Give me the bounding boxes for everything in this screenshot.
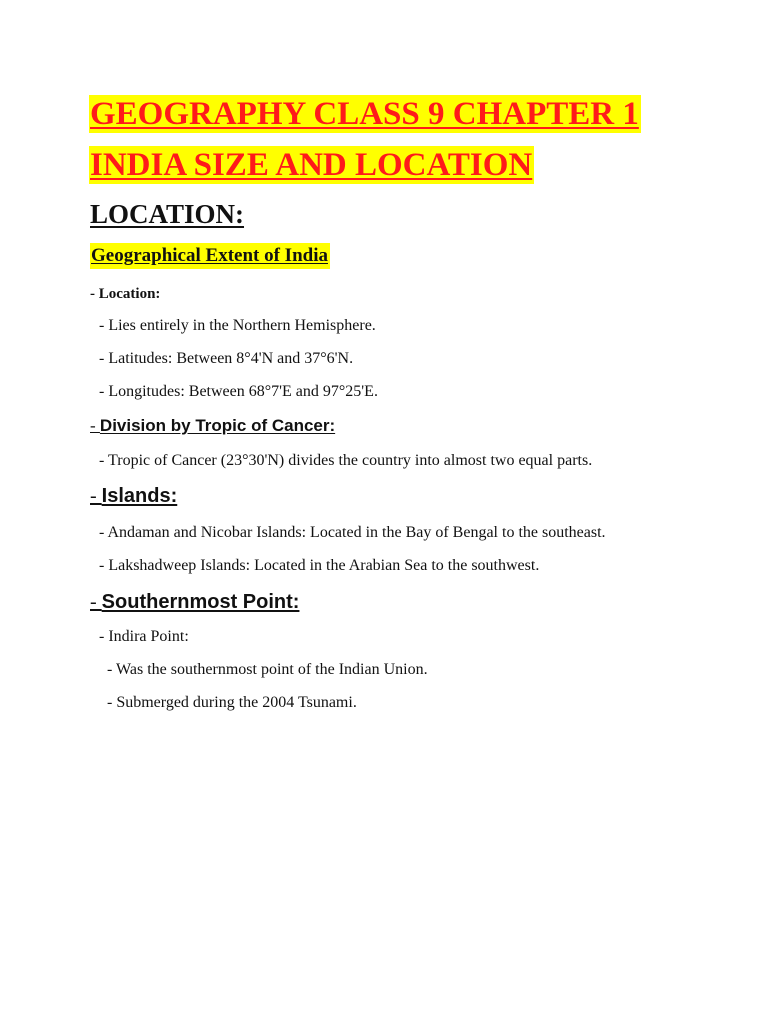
- heading-text: Division by Tropic of Cancer:: [99, 416, 336, 435]
- location-item-latitudes: - Latitudes: Between 8°4'N and 37°6'N.: [99, 350, 354, 367]
- title-line-1: GEOGRAPHY CLASS 9 CHAPTER 1: [90, 96, 639, 132]
- islands-item-andaman: - Andaman and Nicobar Islands: Located in the Bay of Bengal to the southeast.: [99, 524, 606, 541]
- heading-tropic-of-cancer: [90, 415, 335, 437]
- southernmost-item-tsunami: - Submerged during the 2004 Tsunami.: [107, 694, 357, 711]
- section-heading-location: LOCATION:: [90, 199, 245, 229]
- heading-islands: [90, 483, 177, 509]
- islands-item-lakshadweep: - Lakshadweep Islands: Located in the Arabian Sea to the southwest.: [99, 557, 540, 574]
- heading-text: Southernmost Point:: [101, 591, 300, 613]
- subheading-geographical-extent: Geographical Extent of India: [90, 243, 330, 269]
- location-item-hemisphere: - Lies entirely in the Northern Hemisphere.: [99, 317, 376, 334]
- southernmost-item-indira-point: - Indira Point:: [99, 628, 189, 645]
- title-line-2: INDIA SIZE AND LOCATION: [90, 147, 533, 183]
- heading-dash: -: [90, 485, 102, 507]
- southernmost-item-indian-union: - Was the southernmost point of the Indian Union.: [107, 661, 428, 678]
- tropic-item: - Tropic of Cancer (23°30'N) divides the country into almost two equal parts.: [99, 452, 593, 469]
- heading-text: Islands:: [101, 485, 178, 507]
- heading-southernmost-point: [90, 589, 299, 615]
- location-item-longitudes: - Longitudes: Between 68°7'E and 97°25'E.: [99, 383, 378, 400]
- heading-dash: -: [90, 591, 102, 613]
- heading-dash: -: [90, 416, 100, 435]
- location-label: - Location:: [90, 286, 161, 302]
